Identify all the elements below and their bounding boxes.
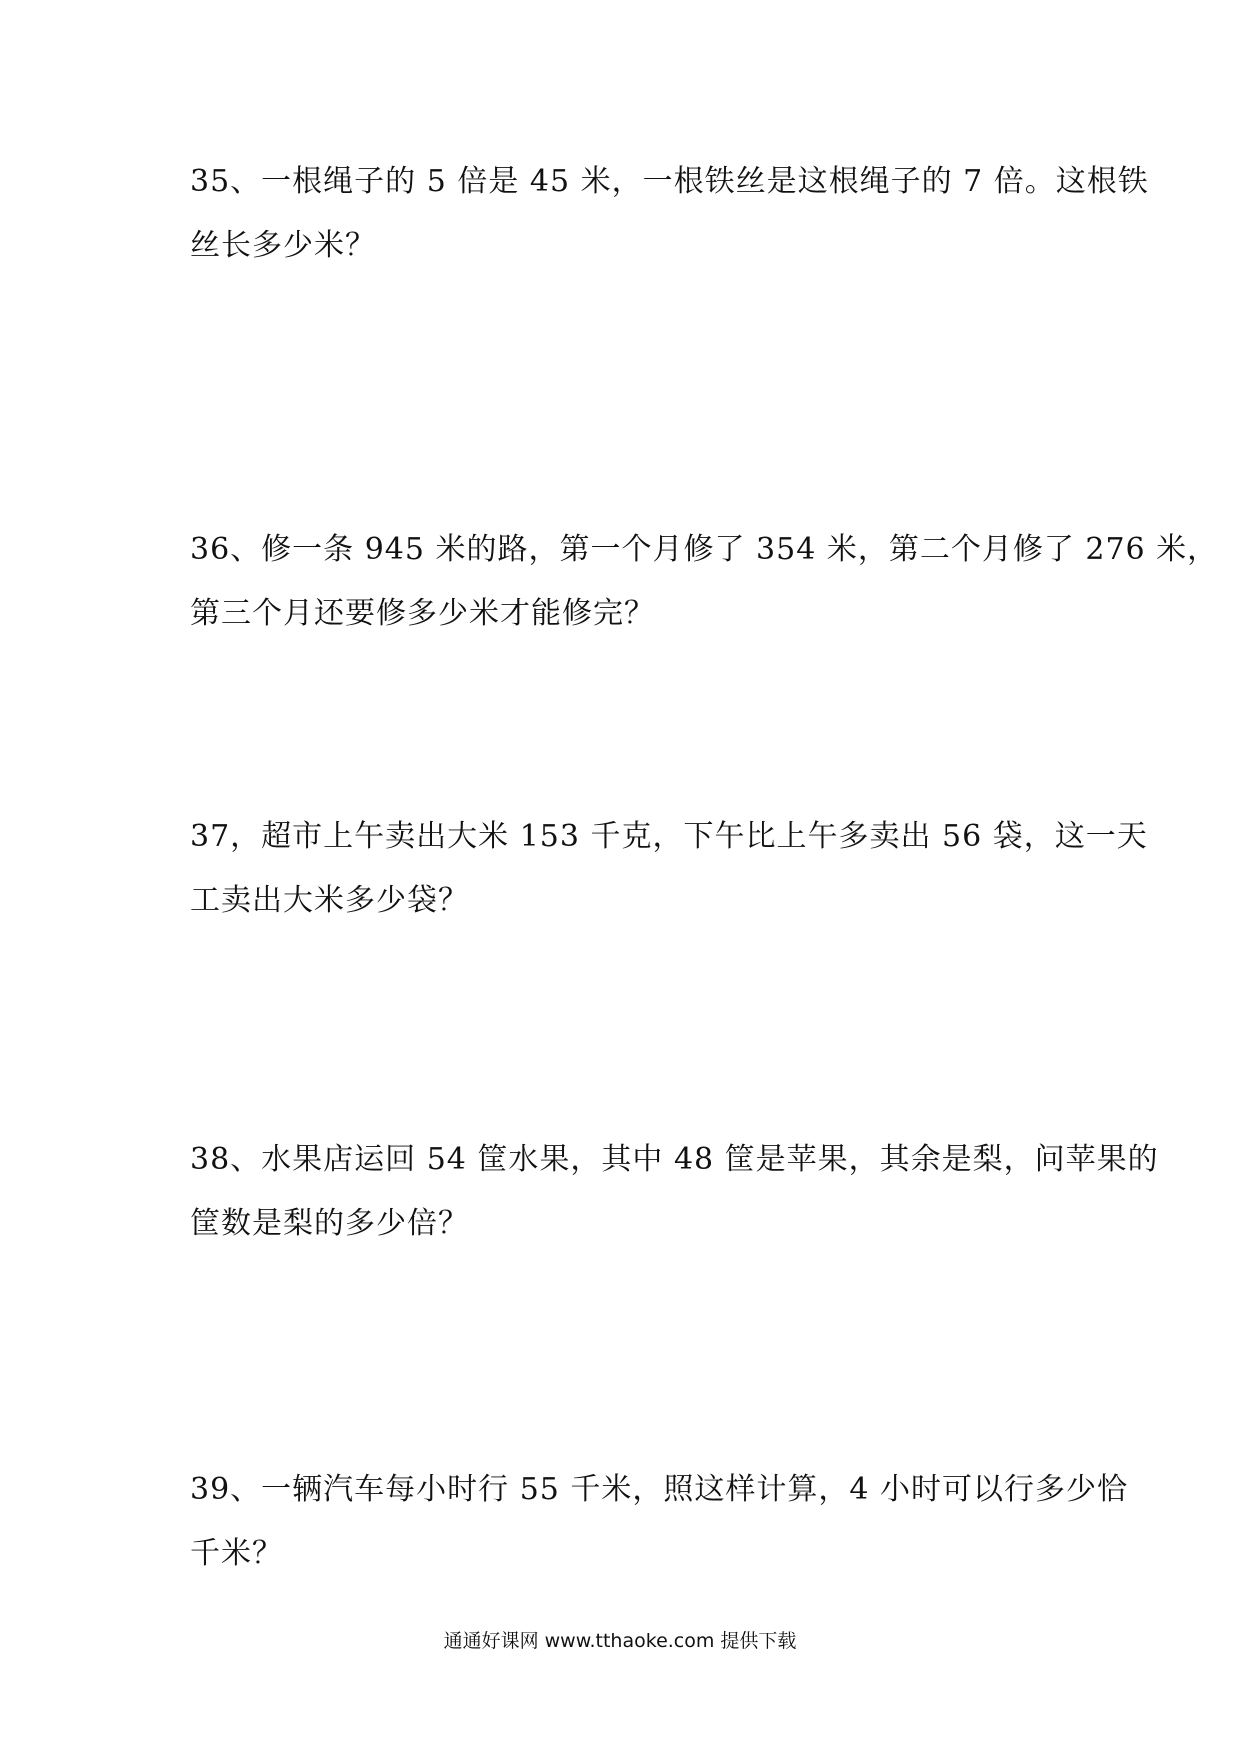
problem-36-line-2: 第三个月还要修多少米才能修完？	[190, 596, 655, 631]
problem-37	[190, 805, 1148, 933]
problem-36-line-1: 36、修一条 945 米的路，第一个月修了 354 米，第二个月修了 276 米，	[190, 532, 1219, 567]
problem-39-line-2: 千米？	[190, 1536, 283, 1571]
problem-39-line-1: 39、一辆汽车每小时行 55 千米，照这样计算，4 小时可以行多少恰	[190, 1472, 1129, 1507]
footer-source-text: 通通好课网 www.tthaoke.com 提供下载	[443, 1630, 797, 1652]
problem-38-line-2: 筐数是梨的多少倍？	[190, 1206, 469, 1241]
problem-36	[190, 518, 1219, 646]
problem-35-line-2: 丝长多少米？	[190, 228, 376, 263]
problem-35-line-1: 35、一根绳子的 5 倍是 45 米，一根铁丝是这根绳子的 7 倍。这根铁	[190, 164, 1149, 199]
problem-38-line-1: 38、水果店运回 54 筐水果，其中 48 筐是苹果，其余是梨，问苹果的	[190, 1142, 1159, 1177]
problem-37-line-2: 工卖出大米多少袋？	[190, 883, 469, 918]
problem-35	[190, 150, 1149, 278]
problem-38	[190, 1128, 1159, 1256]
problem-37-line-1: 37，超市上午卖出大米 153 千克，下午比上午多卖出 56 袋，这一天	[190, 819, 1148, 854]
problem-39	[190, 1458, 1129, 1586]
